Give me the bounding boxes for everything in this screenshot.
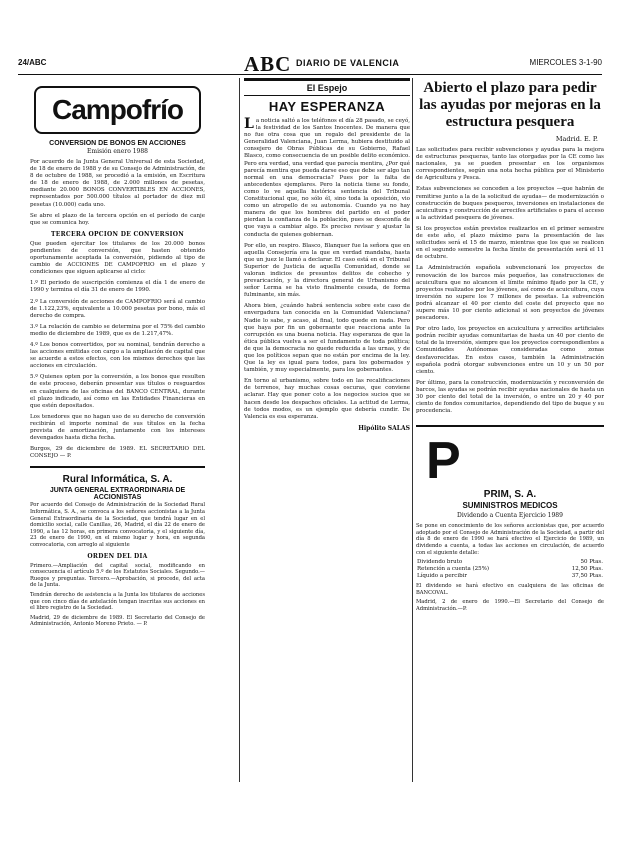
dividend-value: 50 Ptas. <box>580 559 603 566</box>
column-divider <box>412 78 413 782</box>
campofrio-brand: Campofrío <box>52 94 183 125</box>
espejo-headline: HAY ESPERANZA <box>268 99 386 114</box>
table-row <box>416 573 604 580</box>
espejo-header <box>244 78 410 96</box>
campofrio-paragraph: 1.º El periodo de suscripción comienza el día 1 de enero de 1990 y termina el día 31 de enero de 1990. <box>30 280 205 294</box>
campofrio-subtitle: Emisión enero 1988 <box>87 148 148 155</box>
dividend-label: Líquido a percibir <box>417 573 467 580</box>
campofrio-paragraph: Se abre el plazo de la tercera opción en el período de canje que se comunica hoy. <box>30 212 205 226</box>
campofrio-paragraph: 4.º Los bonos convertidos, por su nominal, tendrán derecho a las acciones emitidas con cargo a la ampliación de capital que se acuerde a estos efectos, con los mismos derechos que las acciones en circulación. <box>30 341 205 370</box>
pesca-headline: Abierto el plazo para pedir las ayudas por mejoras en la estructura pesquera <box>419 80 601 130</box>
dividend-table <box>416 559 604 580</box>
column-middle <box>244 78 410 782</box>
pesca-paragraph: Si los proyectos están previstos realizarlos en el primer semestre de este año, el plazo máximo para la presentación de las solicitudes será el 15 de marzo, mientras que los que se realicen en el segundo semestre la fecha límite de presentación será el 11 de octubre. <box>416 225 604 261</box>
dividend-value: 37,50 Ptas. <box>571 573 603 580</box>
column-left <box>30 78 205 818</box>
pesca-paragraph: La Administración española subvencionará los proyectos de renovación de los barcos más pequeños, las construcciones de acuicultura que no alcancen el límite mínimo fijado por la CE, y proyectos realizados por los jóvenes, así como de acuicultura, cuya inversión no supere los 7 millones de pesetas. La subvención podrá alcanzar el 40 por ciento del coste del proyecto que no supere más 10 por ciento adicional si son proyectos de jóvenes pescadores. <box>416 265 604 322</box>
espejo-author: Hipólito SALAS <box>358 424 410 432</box>
dividend-label: Retención a cuenta (25%) <box>417 566 490 573</box>
prim-signature: Madrid, 2 de enero de 1990.—El Secretario del Consejo de Administración.—P. <box>416 599 604 613</box>
rural-paragraph: Tendrán derecho de asistencia a la Junta los titulares de acciones que con cinco días de antelación tengan inscritas sus acciones en el libro registro de la Sociedad. <box>30 591 205 612</box>
pesca-paragraph: Por último, para la construcción, modernización y reconversión de barcos, las ayudas se podrán recibir ayudas nacionales de hasta un 30 por ciento del total de la inversión, o entre un 20 y 40 por ciento de fondos comunitarios, dependiendo del tipo de buque y su procedencia. <box>416 379 604 415</box>
prim-paragraph: Se pone en conocimiento de los señores accionistas que, por acuerdo adoptado por el Consejo de Administración de la Sociedad, a partir del día 8 de enero de 1990 se hará efectivo el Ejercicio de 1989, un dividendo a cuenta, a todas las acciones en circulación, de acuerdo con el siguiente detalle: <box>416 523 604 556</box>
campofrio-paragraph: 3.º La relación de cambio se determina por el 75% del cambio medio de diciembre de 1989, que es de 1.217,47%. <box>30 323 205 337</box>
espejo-paragraph: Ahora bien, ¿cuándo habrá sentencia sobre este caso de envergadura tan conocida en la Comunidad Valenciana? Nadie lo sabe, y acaso, al final, todo quede en nada. Pero que haya por fin un gobernante que reacciona ante la corrupción es una buena noticia. Hay esperanza de que la ética pública vuelva a ser el fundamento de toda política; de que la democracia no quede reducida a las urnas, y de que los políticos sepan que no están por encima de la ley. Que la ley es igual para todos, para los gobernados y también, y muy especialmente, para los gobernantes. <box>244 303 410 374</box>
prim-paragraph: El dividendo se hará efectivo en cualquiera de las oficinas de BANCOVAL. <box>416 583 604 596</box>
pesca-byline: Madrid. E. P. <box>555 135 598 143</box>
issue-date: MIERCOLES 3-1-90 <box>529 58 602 67</box>
dividend-value: 12,50 Ptas. <box>571 566 603 573</box>
rural-paragraph: Por acuerdo del Consejo de Administración de la Sociedad Rural Informática, S. A., se convoca a los señores accionistas a la Junta General Extraordinaria de la Sociedad, que tendrá lugar en el domicilio social, calle Canillas, 26, Madrid, el día 22 de enero de 1990, a las 12 horas, en primera convocatoria, y el siguiente día, 23 de enero de 1990, en el mismo lugar y hora, en segunda convocatoria, con arreglo al siguiente <box>30 502 205 548</box>
dividend-label: Dividendo bruto <box>417 559 463 566</box>
espejo-paragraph: La noticia saltó a los teléfonos el día 28 pasado, se ceyó, la festividad de los Santos Inocentes. De manera que no fue otra cosa que un regalo del presidente de la Generalidad Valenciana, Juan Lerma, hubiera destituido al consejero de Obras Públicas de su Gobierno, Rafael Blasco, como consecuencia de un posible delito económico. Pero era verdad, una verdad que parecía mentira, ¿Por qué parecía mentira que pueda darse eso que debe ser algo tan normal en una democracia? Pues por la falta de antecedentes ejemplares. Pero la noticia tiene su fondo, como lo ve aquella histórica sentencia del Tribunal Constitucional que, no sólo él, sino toda la oposición, vio como un atropello de su autonomía. Cuando ya no hay manera de que los hombres del partido en el poder pierdan la confianza de la población, pues se desconfía de que vaya a cambiar algo. Es preciso revisar y ajustar la conducta de quienes gobiernan. <box>244 116 410 238</box>
campofrio-logo <box>34 86 201 134</box>
newspaper-edition: DIARIO DE VALENCIA <box>296 58 400 68</box>
prim-company-name: PRIM, S. A. <box>483 489 537 501</box>
rural-company-name: Rural Informática, S. A. <box>62 474 173 486</box>
rural-signature: Madrid, 29 de diciembre de 1989. El Secretario del Consejo de Administración, Antonio Moreno Prieto. — P. <box>30 614 205 628</box>
campofrio-signature: Burgos, 29 de diciembre de 1989. EL SECRETARIO DEL CONSEJO — P. <box>30 446 205 460</box>
campofrio-title: CONVERSION DE BONOS EN ACCIONES <box>49 140 186 147</box>
pesca-paragraph: Estas subvenciones se conceden a los proyectos —que habrán de remitirse junto a la de la solicitud de ayudas— de modernización o construcción de buques pesqueros, inversiones en instalaciones de acuicultura y construcción de arrecifes artificiales o para el acceso a la actividad pesquera de jóvenes. <box>416 186 604 221</box>
espejo-paragraph: Por ello, un respiro. Blasco, Blanquer fue la señora que en aquella Consejería era la que en verdad mandaba, hasta que un juez le llamó a declarar. El caso está en el Tribunal Superior de Justicia de aquella Comunidad, donde se valoran indicios de presuntos delitos de cohecho y prevaricación, y la directora general de Urbanismo del señor Lerma se ha visto finalmente cesada, de forma fulminante, sin más. <box>244 242 410 299</box>
rural-notice-title: JUNTA GENERAL EXTRAORDINARIA DE ACCIONISTAS <box>49 487 186 502</box>
column-divider <box>239 78 240 782</box>
espejo-paragraph: En torno al urbanismo, sobre todo en las recalificaciones de terrenos, hay muchas cosas oscuras, que conviene aclarar. Hay que poner coto a los negocios sucios que se hacen desde los despachos oficiales. La actitud de Lerma, de todos modos, es un ejemplo que debería cundir. De Valencia es esa esperanza. <box>244 378 410 420</box>
campofrio-paragraph: Los tenedores que no hagan uso de su derecho de conversión recibirán el importe nominal de sus títulos en la fecha prevista de amortización, juntamente con los intereses devengados hasta dicha fecha. <box>30 413 205 442</box>
campofrio-paragraph: Que pueden ejercitar los titulares de los 20.000 bonos pendientes de conversión, que hasten obtenido oportunamente aceptada la conversión, pidiendo al tipo de cambio de ACCIONES DE CAMPOFRIO en el plazo y condiciones que siguen aplicarse al ciclo: <box>30 240 205 276</box>
pesca-paragraph: Las solicitudes para recibir subvenciones y ayudas para la mejora de estructuras pesqueras, tanto las otorgadas por la CE como las nacionales, ya se pueden presentar en los organismos correspondientes, según una nota hecha pública por el Ministerio de Agricultura y Pesca. <box>416 147 604 182</box>
campofrio-section-title: TERCERA OPCION DE CONVERSION <box>50 230 185 238</box>
prim-logo: P <box>426 432 461 491</box>
newspaper-logo: ABC <box>244 52 292 76</box>
page-number: 24/ABC <box>18 58 47 67</box>
espejo-kicker: El Espejo <box>306 83 348 93</box>
prim-company-subtitle: SUMINISTROS MEDICOS <box>462 501 558 511</box>
campofrio-paragraph: Por acuerdo de la Junta General Universal de esta Sociedad, de 18 de enero de 1988 y de su Consejo de Administración, de 8 de octubre de 1988, se procedió a la emisión, en Escritura de 18 de enero de 1988, de 2.000 millones de pesetas, mediante 20.000 BONOS CONVERTIBLES EN ACCIONES, representados por 500.000 títulos al portador de diez mil pesetas (10.000) cada uno. <box>30 159 205 208</box>
rural-section-title: ORDEN DEL DIA <box>87 552 148 560</box>
prim-dividend-title: Dividendo a Cuenta Ejercicio 1989 <box>457 512 563 520</box>
prim-notice <box>416 425 604 612</box>
pesca-paragraph: Por otro lado, los proyectos en acuicultura y arrecifes artificiales podrán recibir ayudas comunitarias de hasta un 40 por ciento de total de la inversión, siempre que los proyectos correspondientes a Comunidades Autónomas consideradas como zonas desfavorecidas. En estos casos, también la Administración española podrá otorgar subvenciones entre un 10 y un 50 por ciento. <box>416 326 604 375</box>
header-rule <box>18 74 602 75</box>
column-right <box>416 78 604 818</box>
campofrio-paragraph: 5.º Quienes opten por la conversión, a los bonos que resulten de este proceso, deberán presentar sus títulos o resguardos en cualquiera de las oficinas del BANCO CENTRAL, durante el plazo indicado, así como en las Entidades Financieras en que estén depositados. <box>30 374 205 409</box>
rural-notice <box>30 466 205 628</box>
campofrio-paragraph: 2.º La conversión de acciones de CAMPOFRIO será al cambio de 1.122,23%, equivalente a 10.000 pesetas por bono, más el derecho de compra. <box>30 298 205 319</box>
page-header <box>18 52 602 74</box>
rural-paragraph: Primero.—Ampliación del capital social, modificando en consecuencia el artículo 5.º de los Estatutos Sociales. Segundo.—Ruegos y preguntas. Tercero.—Aprobación, si procede, del acta de la Junta. <box>30 562 205 589</box>
